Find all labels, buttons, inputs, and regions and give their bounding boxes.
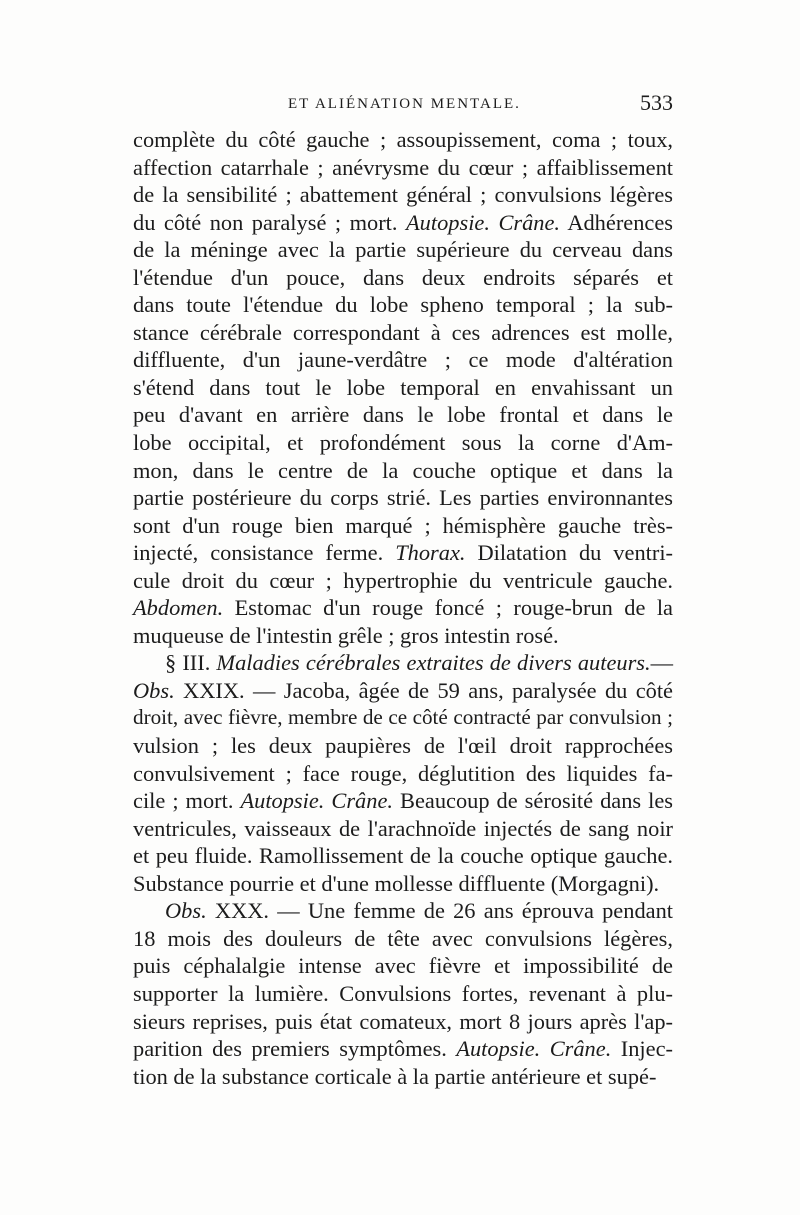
text-line bbox=[133, 484, 673, 512]
text-segment: peu d'avant en arrière dans le lobe frontal et dans le bbox=[133, 402, 673, 428]
text-line bbox=[133, 677, 673, 705]
text-line bbox=[133, 649, 673, 677]
text-segment: lobe occipital, et profondément sous la corne d'Am- bbox=[133, 430, 673, 456]
italic-text: Autopsie. Crâne. bbox=[240, 788, 393, 814]
text-line bbox=[133, 952, 673, 980]
text-segment: complète du côté gauche ; assoupissement, coma ; toux, bbox=[133, 127, 673, 152]
text-line bbox=[133, 291, 673, 319]
text-line bbox=[133, 980, 673, 1008]
text-segment: XXX. — Une femme de 26 ans éprouva pendant bbox=[206, 898, 673, 924]
text-line bbox=[133, 622, 673, 650]
text-line bbox=[133, 539, 673, 567]
text-line bbox=[133, 512, 673, 540]
italic-text: Obs. bbox=[165, 898, 207, 924]
text-line bbox=[133, 126, 673, 154]
italic-text: Obs. bbox=[133, 677, 175, 703]
text-segment: vulsion ; les deux paupières de l'œil droit rapprochées bbox=[133, 733, 673, 759]
text-segment: diffluente, d'un jaune-verdâtre ; ce mode d'altération bbox=[133, 347, 673, 373]
text-line bbox=[133, 704, 673, 732]
text-segment: sont d'un rouge bien marqué ; hémisphère gauche très- bbox=[133, 512, 673, 538]
text-line bbox=[133, 567, 673, 595]
text-segment: du côté non paralysé ; mort. bbox=[133, 209, 406, 235]
page-header bbox=[133, 92, 673, 122]
text-line bbox=[133, 264, 673, 292]
text-segment: de la sensibilité ; abattement général ; convulsions légères bbox=[133, 182, 673, 208]
text-segment: ventricules, vaisseaux de l'arachnoïde injectés de sang noir bbox=[133, 815, 673, 841]
text-segment: partie postérieure du corps strié. Les parties environnantes bbox=[133, 485, 673, 511]
text-segment: § III. bbox=[165, 650, 217, 676]
text-segment: et peu fluide. Ramollissement de la couche optique gauche. bbox=[133, 843, 673, 869]
text-segment: Beaucoup de sérosité dans les bbox=[393, 788, 674, 814]
text-line bbox=[133, 236, 673, 264]
italic-text: Autopsie. Crâne. bbox=[406, 209, 561, 235]
text-segment: injecté, consistance ferme. bbox=[133, 540, 396, 566]
text-line bbox=[133, 842, 673, 870]
text-segment: affection catarrhale ; anévrysme du cœur ; affaiblissement bbox=[133, 154, 673, 180]
text-line bbox=[133, 346, 673, 374]
text-line bbox=[133, 787, 673, 815]
text-segment: Adhérences bbox=[560, 209, 673, 235]
text-line bbox=[133, 374, 673, 402]
text-segment: dans toute l'étendue du lobe spheno temporal ; la sub- bbox=[133, 292, 673, 318]
text-segment: l'étendue d'un pouce, dans deux endroits séparés et bbox=[133, 264, 673, 290]
italic-text: Abdomen. bbox=[133, 595, 224, 621]
text-line bbox=[133, 154, 673, 182]
italic-text: Thorax. bbox=[395, 540, 466, 566]
text-line bbox=[133, 760, 673, 788]
text-segment: Dilatation du ventri- bbox=[465, 540, 673, 566]
text-segment: Substance pourrie et d'une mollesse diffluente (Morgagni). bbox=[133, 870, 660, 896]
page-number: 533 bbox=[640, 90, 673, 115]
text-segment: de la méninge avec la partie supérieure du cerveau dans bbox=[133, 237, 673, 263]
text-line bbox=[133, 1035, 673, 1063]
text-line bbox=[133, 429, 673, 457]
text-segment: XXIX. — Jacoba, âgée de 59 ans, paralysée du côté bbox=[174, 677, 673, 703]
text-segment: s'étend dans tout le lobe temporal en envahissant un bbox=[133, 374, 673, 400]
text-segment: Injec- bbox=[611, 1036, 673, 1062]
text-line bbox=[133, 457, 673, 485]
text-segment: cile ; mort. bbox=[133, 788, 241, 814]
italic-text: Maladies cérébrales extraites de divers auteurs. bbox=[216, 650, 651, 676]
text-line bbox=[133, 815, 673, 843]
italic-text: Autopsie. Crâne. bbox=[456, 1036, 612, 1062]
text-segment: Estomac d'un rouge foncé ; rouge-brun de la bbox=[223, 595, 673, 621]
text-line bbox=[133, 401, 673, 429]
text-line bbox=[133, 870, 673, 898]
text-segment: mon, dans le centre de la couche optique et dans la bbox=[133, 457, 673, 483]
text-segment: 18 mois des douleurs de tête avec convulsions légères, bbox=[133, 925, 673, 951]
text-line bbox=[133, 897, 673, 925]
text-segment: sieurs reprises, puis état comateux, mort 8 jours après l'ap- bbox=[133, 1008, 673, 1034]
text-segment: tion de la substance corticale à la partie antérieure et supé- bbox=[133, 1063, 657, 1089]
text-line bbox=[133, 319, 673, 347]
text-segment: muqueuse de l'intestin grêle ; gros intestin rosé. bbox=[133, 622, 559, 648]
text-segment: stance cérébrale correspondant à ces adrences est molle, bbox=[133, 319, 673, 345]
text-line bbox=[133, 181, 673, 209]
text-segment: cule droit du cœur ; hypertrophie du ventricule gauche. bbox=[133, 567, 673, 593]
text-line bbox=[133, 732, 673, 760]
text-line bbox=[133, 594, 673, 622]
body-text bbox=[133, 126, 673, 1090]
text-segment: droit, avec fièvre, membre de ce côté contracté par convulsion ; bbox=[133, 705, 673, 730]
text-line bbox=[133, 209, 673, 237]
text-segment: parition des premiers symptômes. bbox=[133, 1036, 457, 1062]
running-head: ET ALIÉNATION MENTALE. bbox=[288, 96, 521, 112]
text-line bbox=[133, 1008, 673, 1036]
text-line bbox=[133, 925, 673, 953]
text-segment: puis céphalalgie intense avec fièvre et impossibilité de bbox=[133, 953, 673, 979]
text-line bbox=[133, 1063, 673, 1091]
text-segment: convulsivement ; face rouge, déglutition des liquides fa- bbox=[133, 760, 673, 786]
text-segment: — bbox=[650, 650, 674, 676]
text-segment: supporter la lumière. Convulsions fortes, revenant à plu- bbox=[133, 980, 673, 1006]
